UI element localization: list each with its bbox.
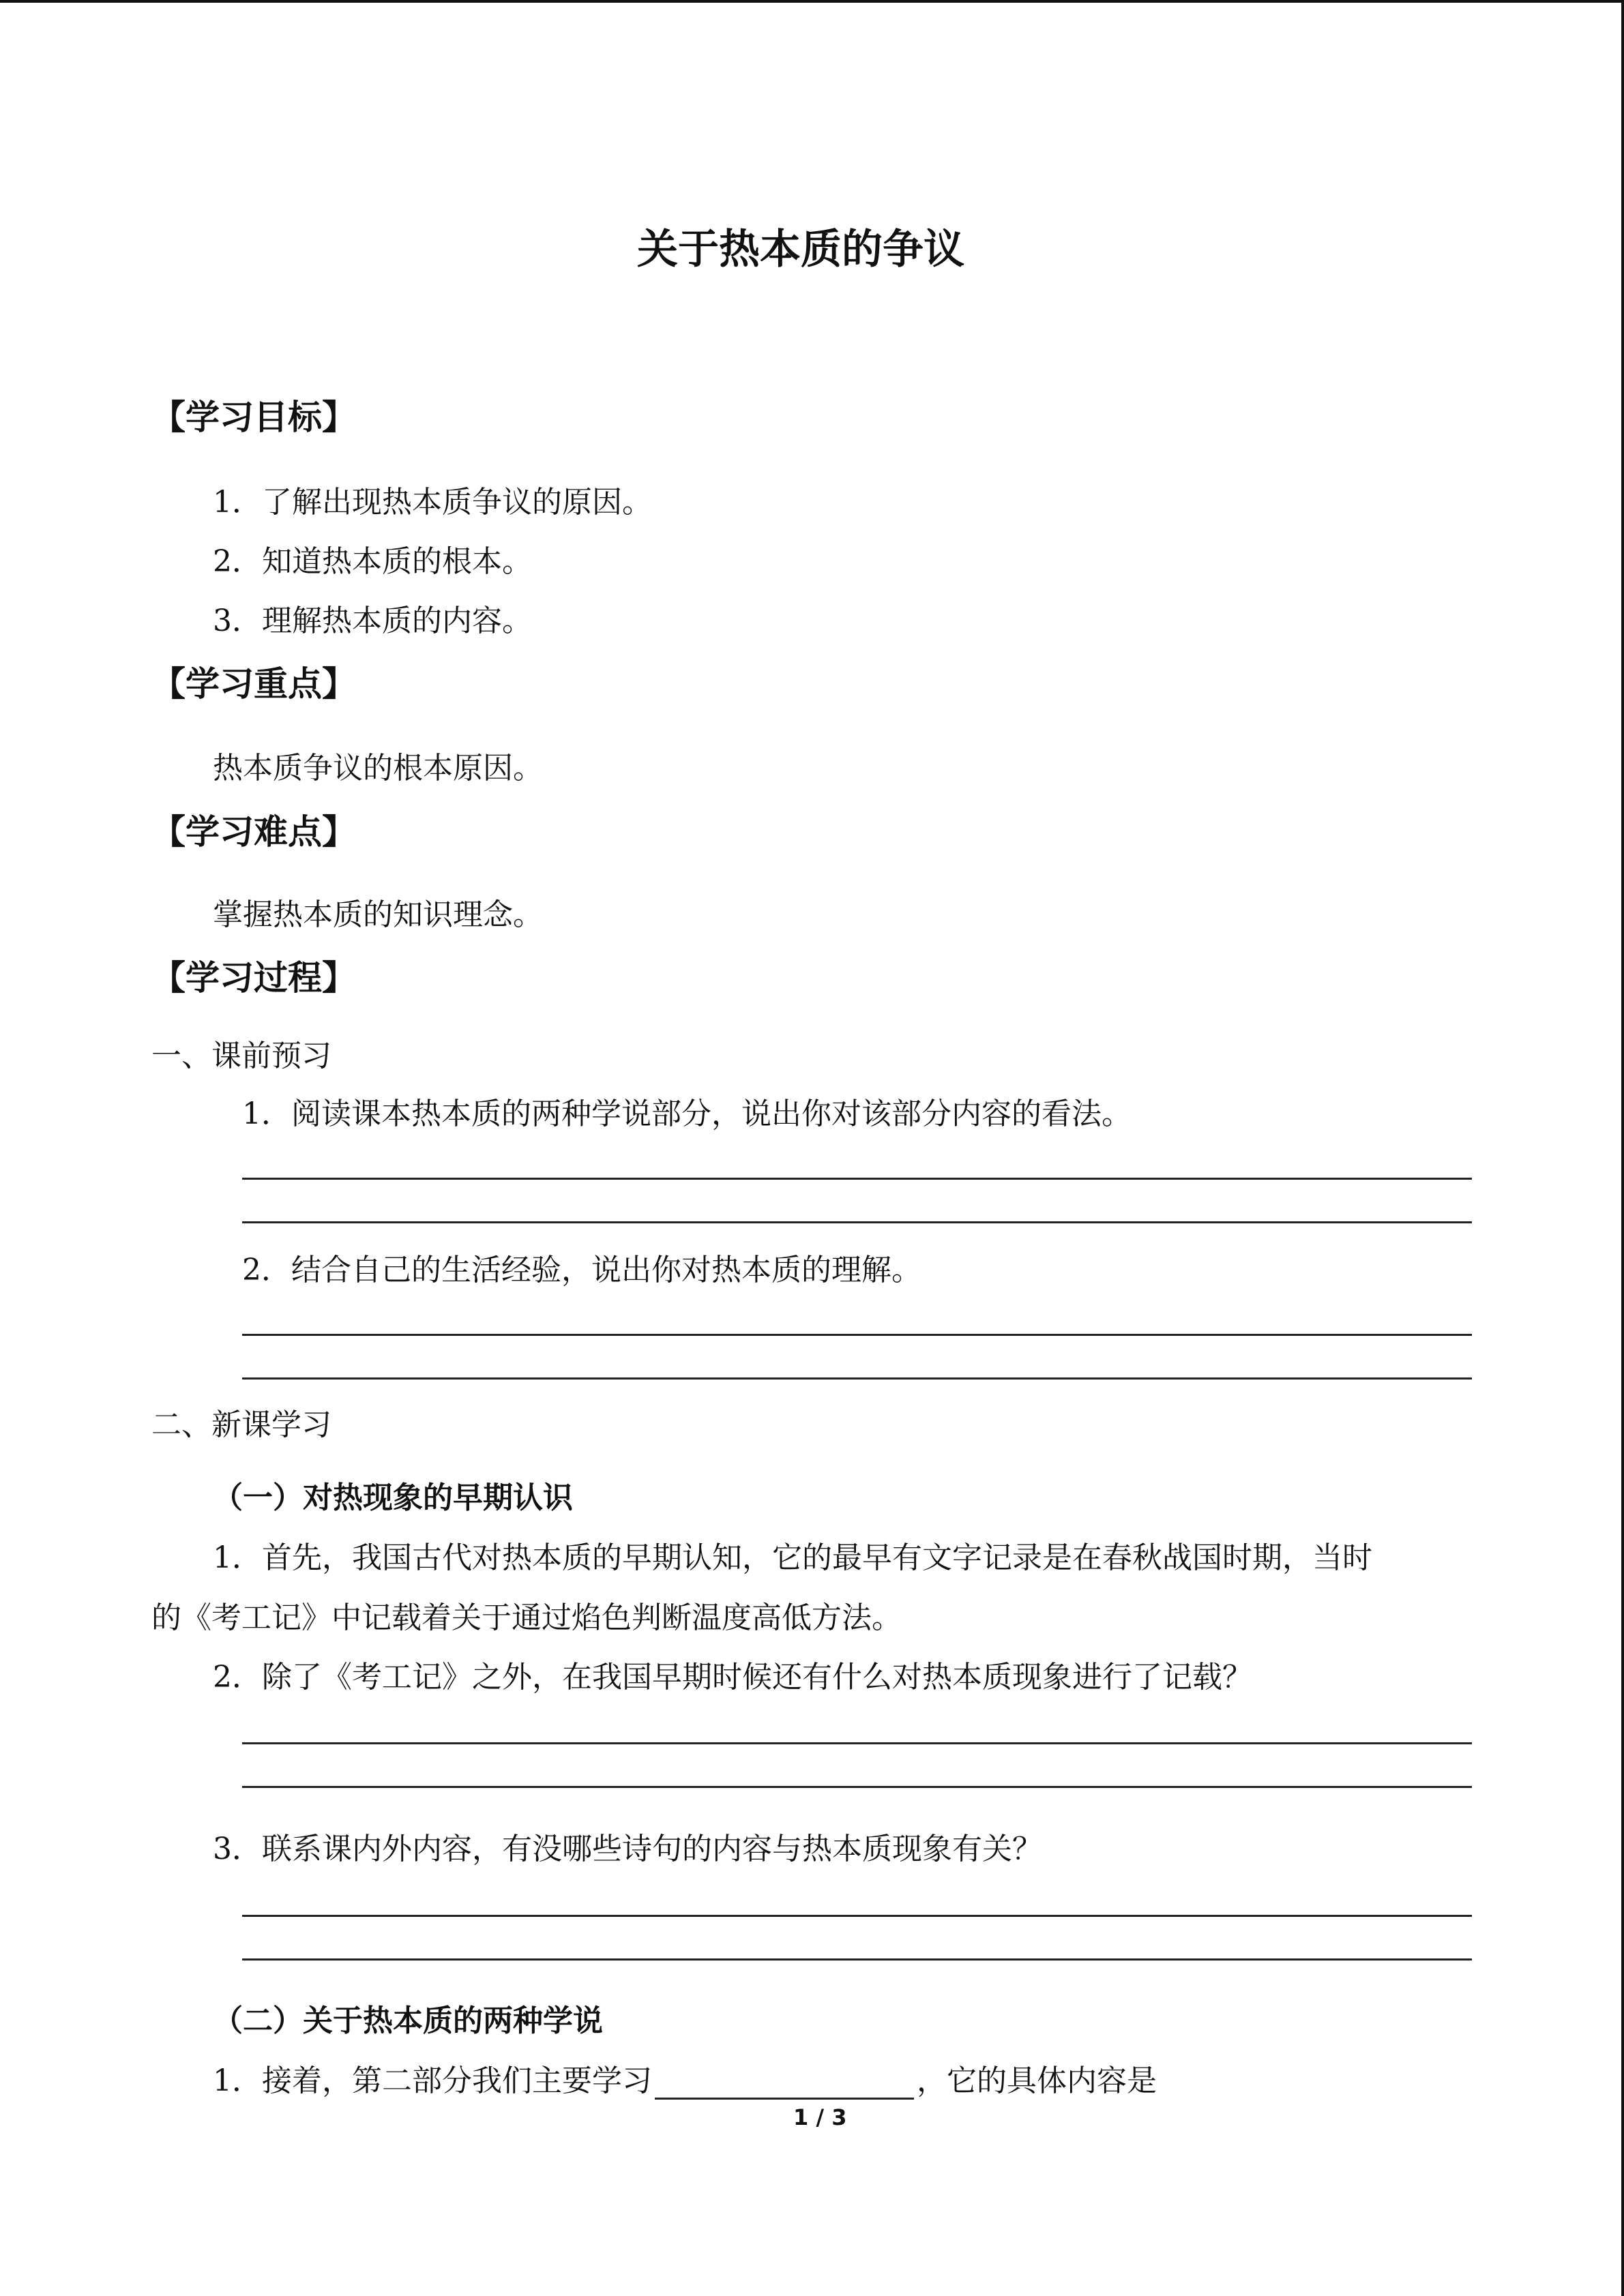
answer-line — [242, 1742, 1472, 1744]
page-border-right — [1621, 0, 1624, 2296]
preview-question-2: 2．结合自己的生活经验，说出你对热本质的理解。 — [242, 1253, 921, 1287]
part1-paragraph-line: 1．首先，我国古代对热本质的早期认知，它的最早有文字记录是在春秋战国时期，当时 — [213, 1540, 1372, 1575]
part2-text-after: ，它的具体内容是 — [917, 2063, 1157, 2098]
part2-heading: （二）关于热本质的两种学说 — [213, 2003, 603, 2038]
answer-line — [242, 1178, 1472, 1180]
part1-paragraph-line: 的《考工记》中记载着关于通过焰色判断温度高低方法。 — [151, 1600, 902, 1635]
part1-question-3: 3．联系课内外内容，有没哪些诗句的内容与热本质现象有关？ — [213, 1832, 1042, 1866]
preview-question-1: 1．阅读课本热本质的两种学说部分，说出你对该部分内容的看法。 — [242, 1097, 1132, 1131]
goal-item: 1．了解出现热本质争议的原因。 — [213, 485, 652, 520]
answer-line — [242, 1915, 1472, 1917]
answer-line — [242, 1377, 1472, 1380]
page-border-top — [0, 0, 1624, 3]
fill-in-blank — [655, 2068, 914, 2100]
difficulties-text: 掌握热本质的知识理念。 — [213, 897, 543, 932]
answer-line — [242, 1221, 1472, 1223]
goal-item: 2．知道热本质的根本。 — [213, 544, 532, 579]
learning-goals-heading: 【学习目标】 — [151, 398, 356, 437]
page-title: 关于热本质的争议 — [637, 226, 964, 273]
page-number: 1 / 3 — [793, 2104, 847, 2130]
part1-heading: （一）对热现象的早期认识 — [213, 1480, 573, 1515]
part1-question-2: 2．除了《考工记》之外，在我国早期时候还有什么对热本质现象进行了记载？ — [213, 1660, 1252, 1695]
goal-item: 3．理解热本质的内容。 — [213, 603, 532, 638]
preview-heading: 一、课前预习 — [151, 1039, 331, 1073]
process-heading: 【学习过程】 — [151, 958, 356, 998]
part2-paragraph — [213, 2056, 1157, 2100]
key-points-text: 热本质争议的根本原因。 — [213, 751, 543, 786]
answer-line — [242, 1786, 1472, 1788]
answer-line — [242, 1958, 1472, 1960]
part2-text-before: 1．接着，第二部分我们主要学习 — [213, 2063, 652, 2098]
new-lesson-heading: 二、新课学习 — [151, 1407, 331, 1442]
difficulties-heading: 【学习难点】 — [151, 812, 356, 852]
answer-line — [242, 1334, 1472, 1336]
key-points-heading: 【学习重点】 — [151, 664, 356, 704]
